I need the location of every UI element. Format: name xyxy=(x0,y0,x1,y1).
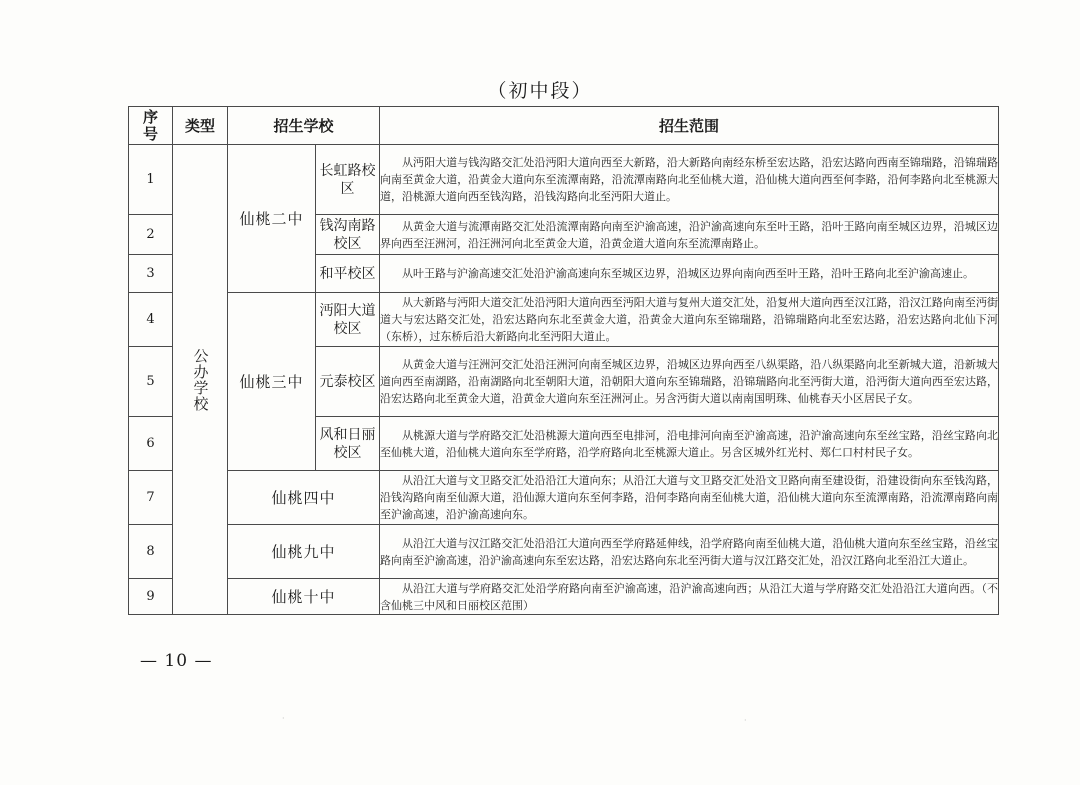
row-number: 8 xyxy=(129,525,173,579)
enrollment-table xyxy=(128,106,999,615)
enrollment-range: 从桃源大道与学府路交汇处沿桃源大道向西至电排河，沿电排河向南至沪渝高速，沿沪渝高速向东至丝宝路，沿丝宝路向北至仙桃大道，沿仙桃大道向东至学府路，沿学府路向北至桃源大道止。另含区城外红光村、郑仁口村村民子女。 xyxy=(380,417,999,471)
campus-name: 沔阳大道校区 xyxy=(316,293,380,347)
campus-name: 长虹路校区 xyxy=(316,145,380,215)
campus-name: 元泰校区 xyxy=(316,347,380,417)
table-row xyxy=(129,525,999,579)
campus-name: 和平校区 xyxy=(316,255,380,293)
header-range: 招生范围 xyxy=(380,107,999,145)
school-name: 仙桃十中 xyxy=(228,579,380,615)
table-row xyxy=(129,579,999,615)
table-row xyxy=(129,471,999,525)
school-type: 公办学校 xyxy=(191,347,210,412)
header-type: 类型 xyxy=(173,107,228,145)
school-name: 仙桃九中 xyxy=(228,525,380,579)
school-type-cell xyxy=(173,145,228,615)
enrollment-range: 从沔阳大道与钱沟路交汇处沿沔阳大道向西至大新路，沿大新路向南经东桥至宏达路，沿宏达路向西南至锦瑞路，沿锦瑞路向南至黄金大道，沿黄金大道向东至流潭南路，沿流潭南路向北至仙桃大道，沿仙桃大道向西至何李路，沿何李路向北至桃源大道，沿桃源大道向西至钱沟路，沿钱沟路向北至沔阳大道止。 xyxy=(380,145,999,215)
scan-speck: · xyxy=(282,714,285,723)
row-number: 4 xyxy=(129,293,173,347)
enrollment-range: 从沿江大道与学府路交汇处沿学府路向南至沪渝高速，沿沪渝高速向西；从沿江大道与学府路交汇处沿沿江大道向西。（不含仙桃三中风和日丽校区范围） xyxy=(380,579,999,615)
campus-name: 钱沟南路校区 xyxy=(316,215,380,255)
table-row xyxy=(129,293,999,347)
header-num: 序号 xyxy=(129,107,173,145)
header-school: 招生学校 xyxy=(228,107,380,145)
campus-name: 风和日丽校区 xyxy=(316,417,380,471)
row-number: 9 xyxy=(129,579,173,615)
table-header-row xyxy=(129,107,999,145)
row-number: 7 xyxy=(129,471,173,525)
row-number: 2 xyxy=(129,215,173,255)
scan-speck: · xyxy=(744,716,747,725)
row-number: 5 xyxy=(129,347,173,417)
enrollment-range: 从黄金大道与汪洲河交汇处沿汪洲河向南至城区边界，沿城区边界向西至八纵渠路，沿八纵渠路向北至新城大道，沿新城大道向西至南湖路，沿南湖路向北至朝阳大道，沿朝阳大道向东至锦瑞路，沿锦瑞路向北至沔街大道，沿沔街大道向西至宏达路，沿宏达路向北至黄金大道，沿黄金大道向东至汪洲河止。另含沔街大道以南南国明珠、仙桃春天小区居民子女。 xyxy=(380,347,999,417)
enrollment-range: 从沿江大道与汉江路交汇处沿沿江大道向西至学府路延伸线，沿学府路向南至仙桃大道，沿仙桃大道向东至丝宝路，沿丝宝路向南至沪渝高速，沿沪渝高速向东至宏达路，沿宏达路向东北至沔街大道与汉江路交汇处，沿汉江路向北至沿江大道止。 xyxy=(380,525,999,579)
row-number: 3 xyxy=(129,255,173,293)
page-number: — 10 — xyxy=(140,651,213,671)
section-title: （初中段） xyxy=(487,80,593,102)
enrollment-range: 从大新路与沔阳大道交汇处沿沔阳大道向西至沔阳大道与复州大道交汇处，沿复州大道向西至汉江路，沿汉江路向南至沔街道大与宏达路交汇处，沿宏达路向东北至黄金大道，沿黄金大道向东至锦瑞路，沿锦瑞路向北至宏达路，沿宏达路向北仙下河（东桥），过东桥后沿大新路向北至沔阳大道止。 xyxy=(380,293,999,347)
enrollment-range: 从叶王路与沪渝高速交汇处沿沪渝高速向东至城区边界，沿城区边界向南向西至叶王路，沿叶王路向北至沪渝高速止。 xyxy=(380,255,999,293)
enrollment-range: 从黄金大道与流潭南路交汇处沿流潭南路向南至沪渝高速，沿沪渝高速向东至叶王路，沿叶王路向南至城区边界，沿城区边界向西至汪洲河，沿汪洲河向北至黄金大道，沿黄金道大道向东至流潭南路止。 xyxy=(380,215,999,255)
row-number: 1 xyxy=(129,145,173,215)
row-number: 6 xyxy=(129,417,173,471)
school-name: 仙桃三中 xyxy=(228,293,316,471)
enrollment-range: 从沿江大道与文卫路交汇处沿沿江大道向东；从沿江大道与文卫路交汇处沿文卫路向南至建设街，沿建设街向东至钱沟路，沿钱沟路向南至仙源大道，沿仙源大道向东至何李路，沿何李路向南至仙桃大道，沿仙桃大道向东至流潭南路，沿流潭南路向南至沪渝高速，沿沪渝高速向东。 xyxy=(380,471,999,525)
table-row xyxy=(129,145,999,215)
school-name: 仙桃四中 xyxy=(228,471,380,525)
school-name: 仙桃二中 xyxy=(228,145,316,293)
